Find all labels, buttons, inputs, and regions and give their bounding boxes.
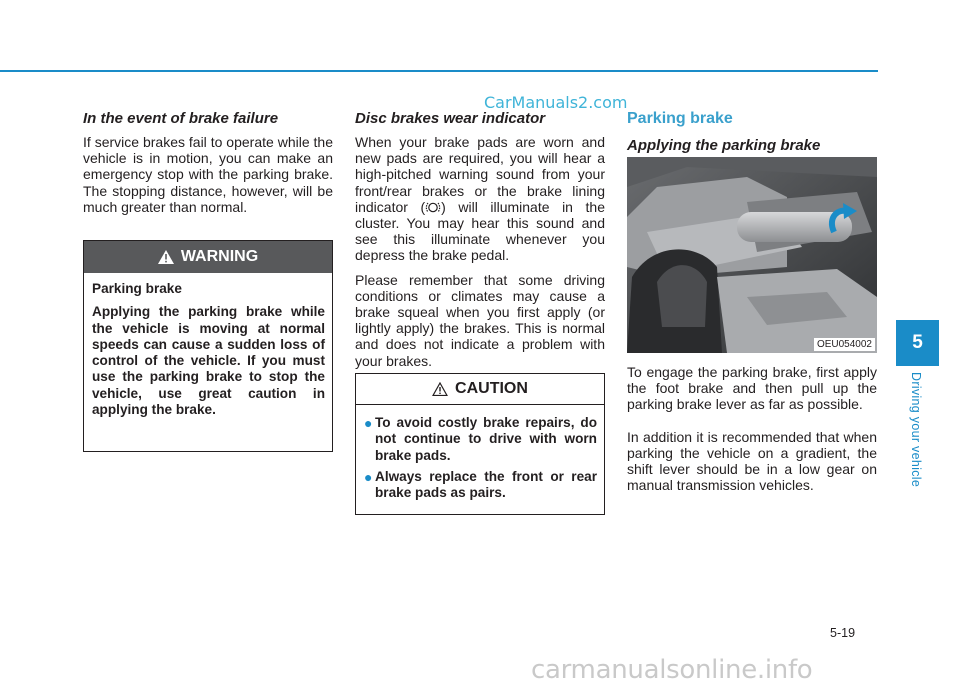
bullet-dot-icon: ● xyxy=(364,415,373,431)
column-2 xyxy=(355,110,605,377)
column-3-body xyxy=(627,364,877,501)
caution-title: CAUTION xyxy=(455,380,528,397)
brake-lining-indicator-icon xyxy=(425,201,441,214)
caution-body xyxy=(356,405,604,501)
warning-text: Applying the parking brake while the vehicle is moving at normal speeds can cause a sudden loss of control of the vehicle. If you must use the parking brake to stop the vehicle, use great caution in applying the brake. xyxy=(92,304,325,418)
parking-brake-photo xyxy=(627,157,877,353)
warning-body xyxy=(84,273,332,418)
disc-brakes-text-before-icon: When your brake pads are worn and new pads are required, you will hear a high-pitched warning sound from your front/rear brakes or the brake lining indicator ( xyxy=(355,134,605,215)
brake-failure-paragraph: If service brakes fail to operate while the vehicle is in motion, you can make an emergency stop with the parking brake. The stopping distance, however, will be much greater than normal. xyxy=(83,134,333,215)
disc-brakes-text-after-icon: ) will illuminate in the cluster. You may hear this sound and see this illuminate whenever you depress the brake pedal. xyxy=(355,198,605,264)
chapter-number-tab: 5 xyxy=(896,320,939,366)
warning-subtitle: Parking brake xyxy=(92,281,182,296)
caution-bullet xyxy=(364,469,597,502)
disc-brakes-paragraph-2: Please remember that some driving conditions or climates may cause a brake squeal when you first apply (or lightly apply) the brakes. This is normal and does not indicate a problem with your brakes. xyxy=(355,271,605,369)
header-rule xyxy=(0,70,878,72)
warning-triangle-icon xyxy=(158,250,174,264)
disc-brakes-heading: Disc brakes wear indicator xyxy=(355,110,546,127)
applying-parking-brake-heading: Applying the parking brake xyxy=(627,137,821,154)
parking-brake-illustration xyxy=(627,157,877,353)
caution-triangle-icon xyxy=(432,382,448,396)
watermark-bottom[interactable]: carmanualsonline.info xyxy=(531,655,813,685)
image-code: OEU054002 xyxy=(814,338,875,351)
caution-bullet-text: To avoid costly brake repairs, do not continue to drive with worn brake pads. xyxy=(375,415,597,463)
caution-box xyxy=(355,373,605,515)
page-number: 5-19 xyxy=(830,626,856,640)
column-3 xyxy=(627,110,877,161)
column-1 xyxy=(83,110,333,223)
chapter-title: Driving your vehicle xyxy=(909,372,923,488)
caution-header xyxy=(356,374,604,405)
watermark-top[interactable]: CarManuals2.com xyxy=(484,93,628,112)
brake-failure-heading: In the event of brake failure xyxy=(83,110,279,127)
warning-title: WARNING xyxy=(180,248,259,265)
bullet-dot-icon: ● xyxy=(364,468,373,485)
disc-brakes-paragraph-1 xyxy=(355,134,605,264)
parking-brake-section-title: Parking brake xyxy=(627,110,733,127)
warning-box xyxy=(83,240,333,452)
warning-header xyxy=(84,241,332,273)
parking-brake-paragraph-1: To engage the parking brake, first apply the foot brake and then pull up the parking brake lever as far as possible. xyxy=(627,364,877,413)
caution-bullet-text: Always replace the front or rear brake pads as pairs. xyxy=(375,468,597,501)
caution-bullet xyxy=(364,415,597,464)
parking-brake-paragraph-2: In addition it is recommended that when parking the vehicle on a gradient, the shift lever should be in a low gear on manual transmission vehicles. xyxy=(627,428,877,494)
